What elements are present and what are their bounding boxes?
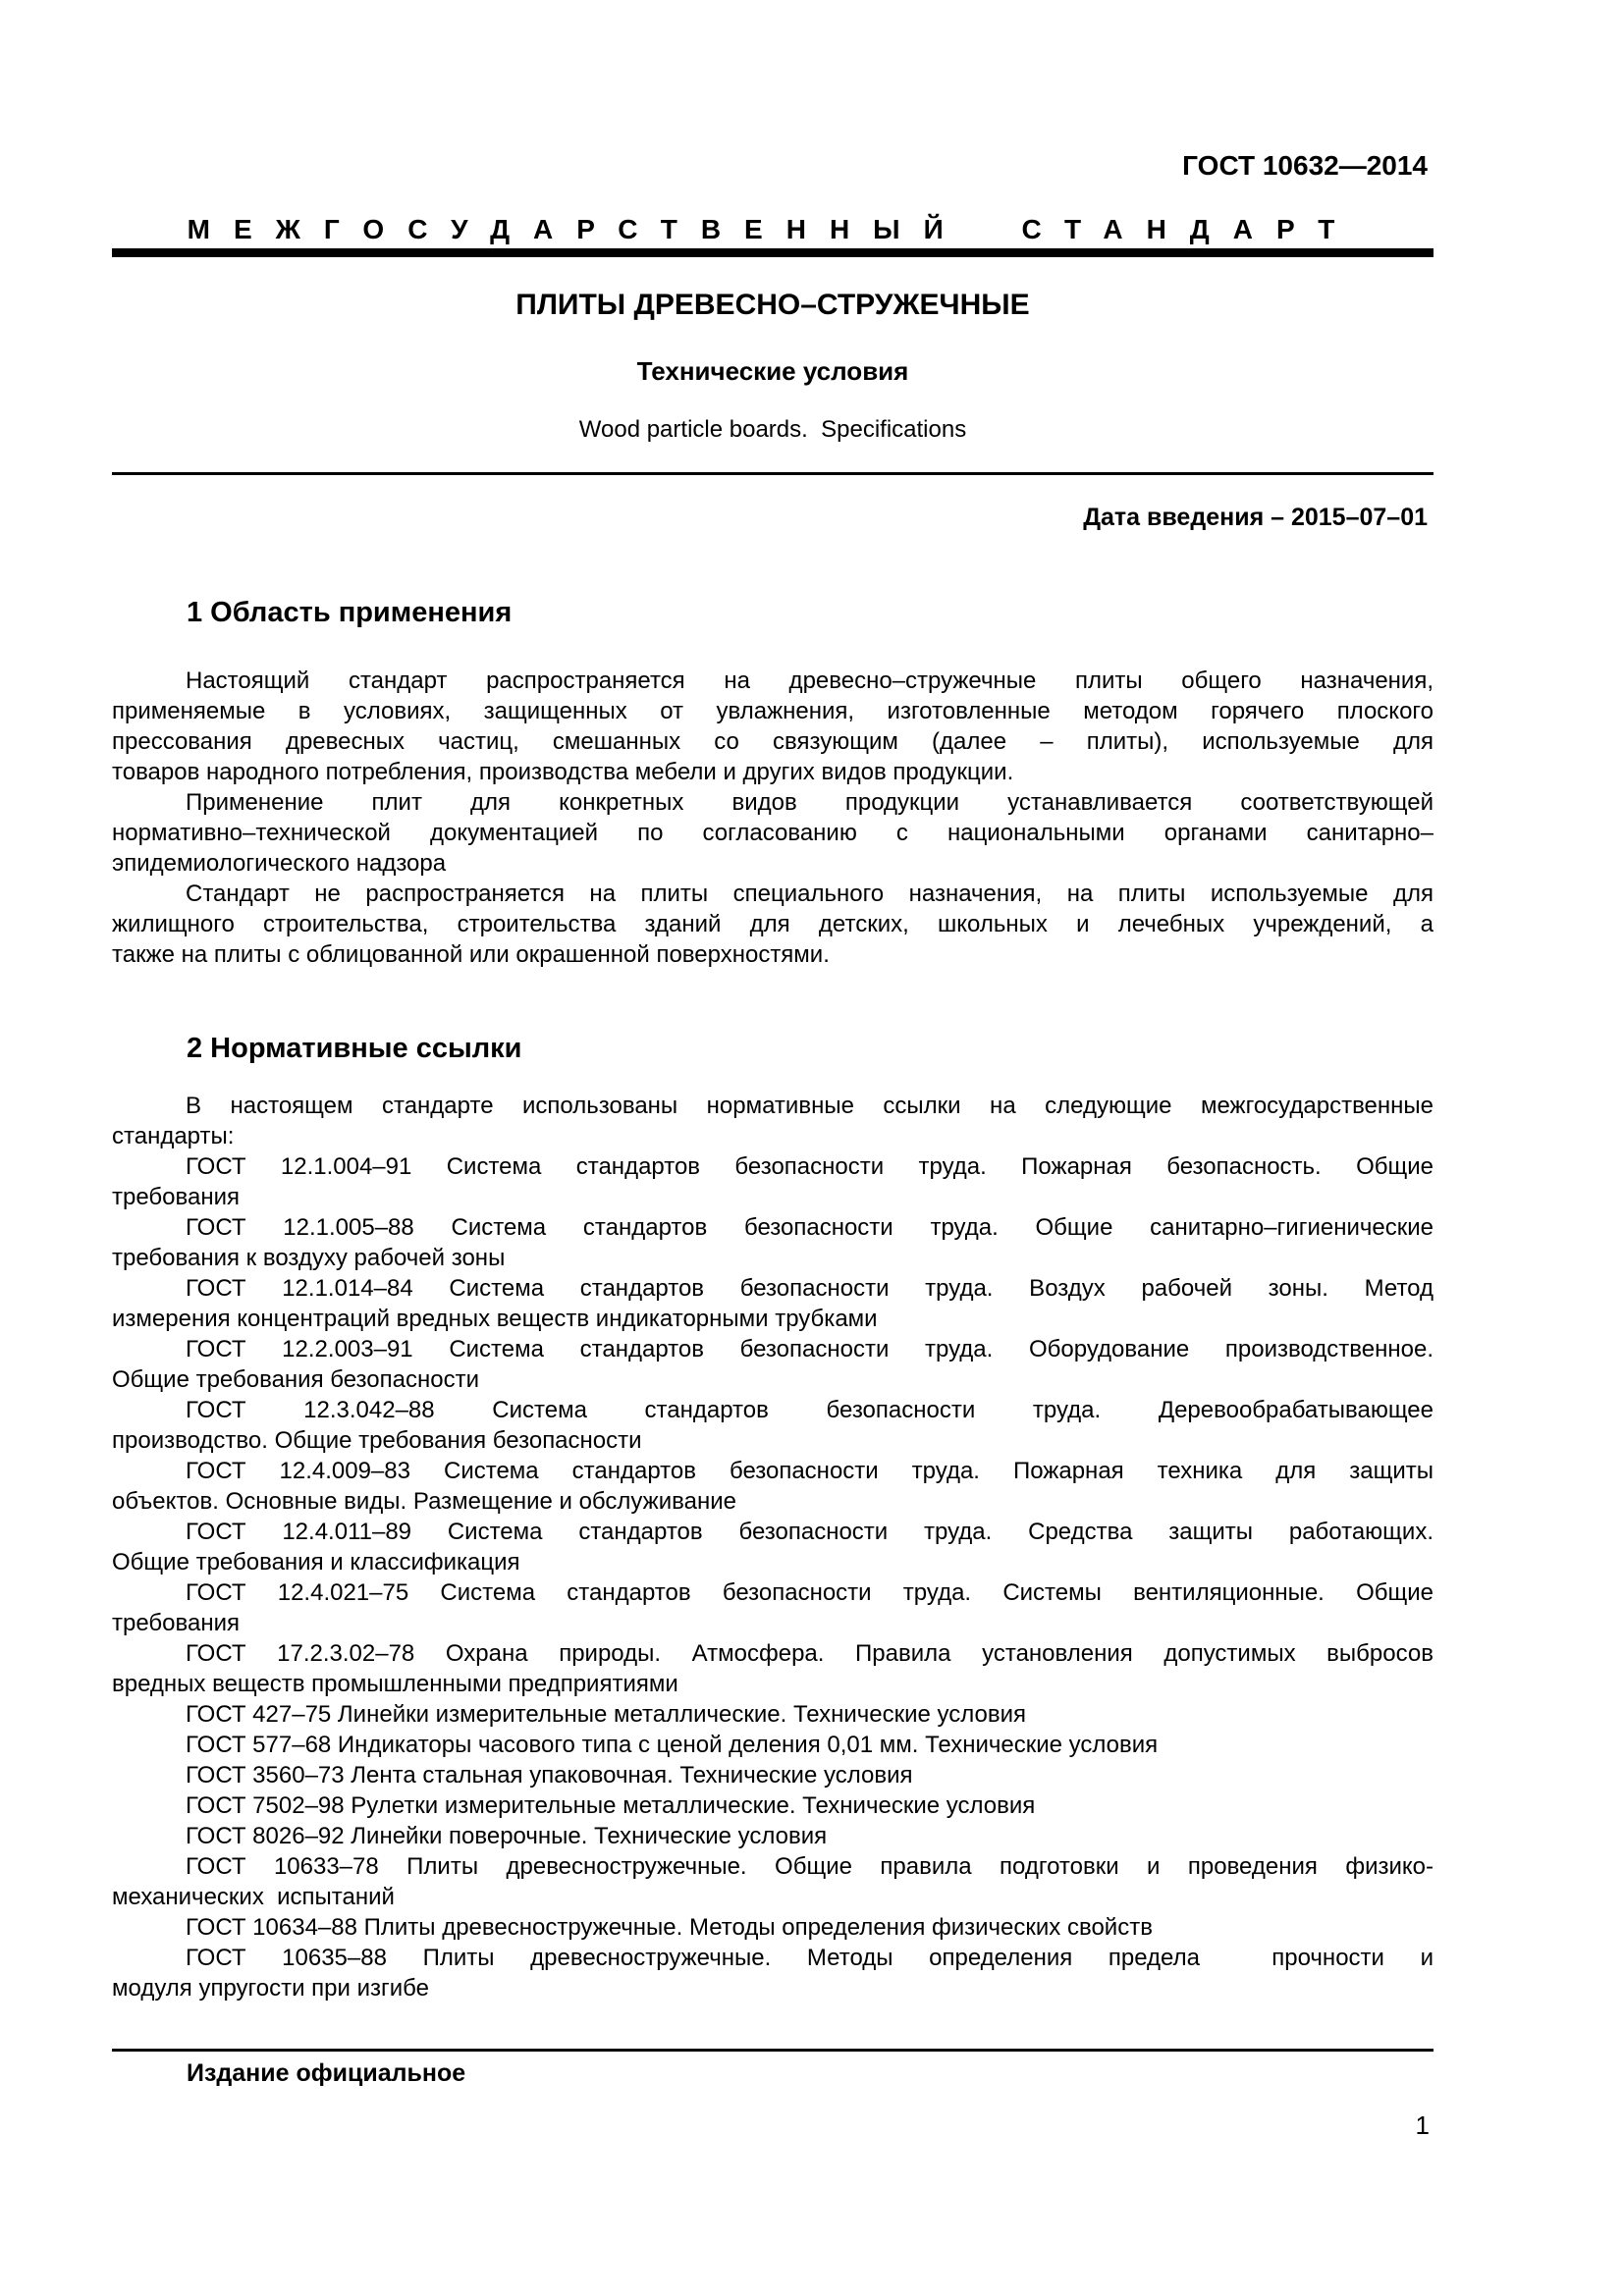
paragraph	[112, 1273, 1434, 1334]
paragraph-line: ГОСТ 7502–98 Рулетки измерительные металлические. Технические условия	[186, 1792, 1036, 1819]
paragraph-line: ГОСТ 12.1.014–84 Система стандартов безопасности труда. Воздух рабочей зоны. Метод	[186, 1275, 1434, 1302]
paragraph	[112, 1577, 1434, 1638]
section-heading: 1 Область применения	[187, 597, 513, 628]
paragraph	[112, 1395, 1434, 1456]
paragraph-line: Общие требования безопасности	[112, 1366, 479, 1393]
section-scope	[112, 592, 1434, 970]
paragraph-line: производство. Общие требования безопасности	[112, 1427, 642, 1454]
header-rule	[112, 248, 1434, 257]
paragraph-line: механических испытаний	[112, 1884, 395, 1910]
section-body	[112, 666, 1434, 970]
paragraph-line: ГОСТ 12.4.011–89 Система стандартов безопасности труда. Средства защиты работающих.	[186, 1519, 1434, 1545]
section-normative-references	[112, 1028, 1434, 2003]
paragraph	[112, 666, 1434, 787]
paragraph	[112, 787, 1434, 879]
doc-number: ГОСТ 10632—2014	[1182, 150, 1428, 181]
official-edition-label: Издание официальное	[187, 2059, 466, 2087]
paragraph-line: требования	[112, 1184, 240, 1210]
paragraph-line: нормативно–технической документацией по согласованию с национальными органами санитарно–	[112, 820, 1434, 846]
paragraph-line: ГОСТ 8026–92 Линейки поверочные. Технические условия	[186, 1823, 828, 1849]
paragraph	[112, 1790, 1434, 1821]
paragraph-line: ГОСТ 12.1.005–88 Система стандартов безопасности труда. Общие санитарно–гигиенические	[186, 1214, 1434, 1241]
paragraph-line: прессования древесных частиц, смешанных со связующим (далее – плиты), используемые для	[112, 728, 1434, 755]
paragraph-line: ГОСТ 10633–78 Плиты древесностружечные. Общие правила подготовки и проведения физико-	[186, 1853, 1434, 1880]
paragraph	[112, 1699, 1434, 1730]
standard-type-banner: МЕЖГОСУДАРСТВЕННЫЙ СТАНДАРТ	[187, 214, 1359, 244]
paragraph	[112, 1334, 1434, 1395]
paragraph-line: ГОСТ 10634–88 Плиты древесностружечные. Методы определения физических свойств	[186, 1914, 1153, 1941]
separator-rule	[112, 472, 1434, 475]
paragraph-line: Применение плит для конкретных видов продукции устанавливается соответствующей	[186, 789, 1434, 816]
paragraph-line: модуля упругости при изгибе	[112, 1975, 429, 2002]
paragraph-line: эпидемиологического надзора	[112, 850, 447, 877]
footer-rule	[112, 2049, 1434, 2052]
paragraph-line: Общие требования и классификация	[112, 1549, 520, 1575]
section-body	[112, 1091, 1434, 2003]
paragraph	[112, 1760, 1434, 1790]
paragraph	[112, 1851, 1434, 1912]
paragraph-line: Настоящий стандарт распространяется на древесно–стружечные плиты общего назначения,	[186, 667, 1434, 694]
paragraph-line: объектов. Основные виды. Размещение и обслуживание	[112, 1488, 736, 1515]
paragraph-line: ГОСТ 12.4.021–75 Система стандартов безопасности труда. Системы вентиляционные. Общие	[186, 1579, 1434, 1606]
paragraph-line: стандарты:	[112, 1123, 235, 1149]
paragraph-line: ГОСТ 3560–73 Лента стальная упаковочная. Технические условия	[186, 1762, 913, 1789]
document-subtitle: Технические условия	[636, 356, 909, 386]
document-title: ПЛИТЫ ДРЕВЕСНО–СТРУЖЕЧНЫЕ	[515, 289, 1030, 321]
paragraph-line: ГОСТ 12.1.004–91 Система стандартов безопасности труда. Пожарная безопасность. Общие	[186, 1153, 1434, 1180]
paragraph-line: В настоящем стандарте использованы нормативные ссылки на следующие межгосударственные	[186, 1093, 1434, 1119]
paragraph-line: ГОСТ 577–68 Индикаторы часового типа с ценой деления 0,01 мм. Технические условия	[186, 1732, 1159, 1758]
paragraph	[112, 1638, 1434, 1699]
paragraph	[112, 1456, 1434, 1517]
paragraph-line: требования	[112, 1610, 240, 1636]
paragraph-line: ГОСТ 12.4.009–83 Система стандартов безопасности труда. Пожарная техника для защиты	[186, 1458, 1434, 1484]
paragraph-line: ГОСТ 12.3.042–88 Система стандартов безопасности труда. Деревообрабатывающее	[186, 1397, 1434, 1423]
paragraph-line: также на плиты с облицованной или окрашенной поверхностями.	[112, 941, 830, 968]
paragraph	[112, 1821, 1434, 1851]
paragraph-line: ГОСТ 12.2.003–91 Система стандартов безопасности труда. Оборудование производственное.	[186, 1336, 1434, 1362]
paragraph	[112, 879, 1434, 970]
paragraph-line: измерения концентраций вредных веществ индикаторными трубками	[112, 1306, 878, 1332]
paragraph-line: ГОСТ 10635–88 Плиты древесностружечные. Методы определения предела прочности и	[186, 1945, 1434, 1971]
paragraph	[112, 1912, 1434, 1943]
effective-date: Дата введения – 2015–07–01	[1083, 504, 1428, 531]
paragraph	[112, 1091, 1434, 1151]
paragraph-line: требования к воздуху рабочей зоны	[112, 1245, 506, 1271]
paragraph-line: товаров народного потребления, производства мебели и других видов продукции.	[112, 759, 1014, 785]
paragraph-line: жилищного строительства, строительства зданий для детских, школьных и лечебных учреждений, а	[112, 911, 1434, 937]
paragraph	[112, 1151, 1434, 1212]
document-title-english: Wood particle boards. Specifications	[578, 416, 967, 443]
paragraph	[112, 1730, 1434, 1760]
section-heading: 2 Нормативные ссылки	[187, 1033, 522, 1064]
paragraph-line: ГОСТ 427–75 Линейки измерительные металлические. Технические условия	[186, 1701, 1027, 1728]
paragraph-line: применяемые в условиях, защищенных от увлажнения, изготовленные методом горячего плоского	[112, 698, 1434, 724]
paragraph-line: Стандарт не распространяется на плиты специального назначения, на плиты используемые для	[186, 881, 1434, 907]
paragraph	[112, 1517, 1434, 1577]
paragraph	[112, 1212, 1434, 1273]
paragraph-line: вредных веществ промышленными предприятиями	[112, 1671, 678, 1697]
paragraph	[112, 1943, 1434, 2003]
page-number: 1	[1415, 2110, 1430, 2140]
paragraph-line: ГОСТ 17.2.3.02–78 Охрана природы. Атмосфера. Правила установления допустимых выбросов	[186, 1640, 1434, 1667]
